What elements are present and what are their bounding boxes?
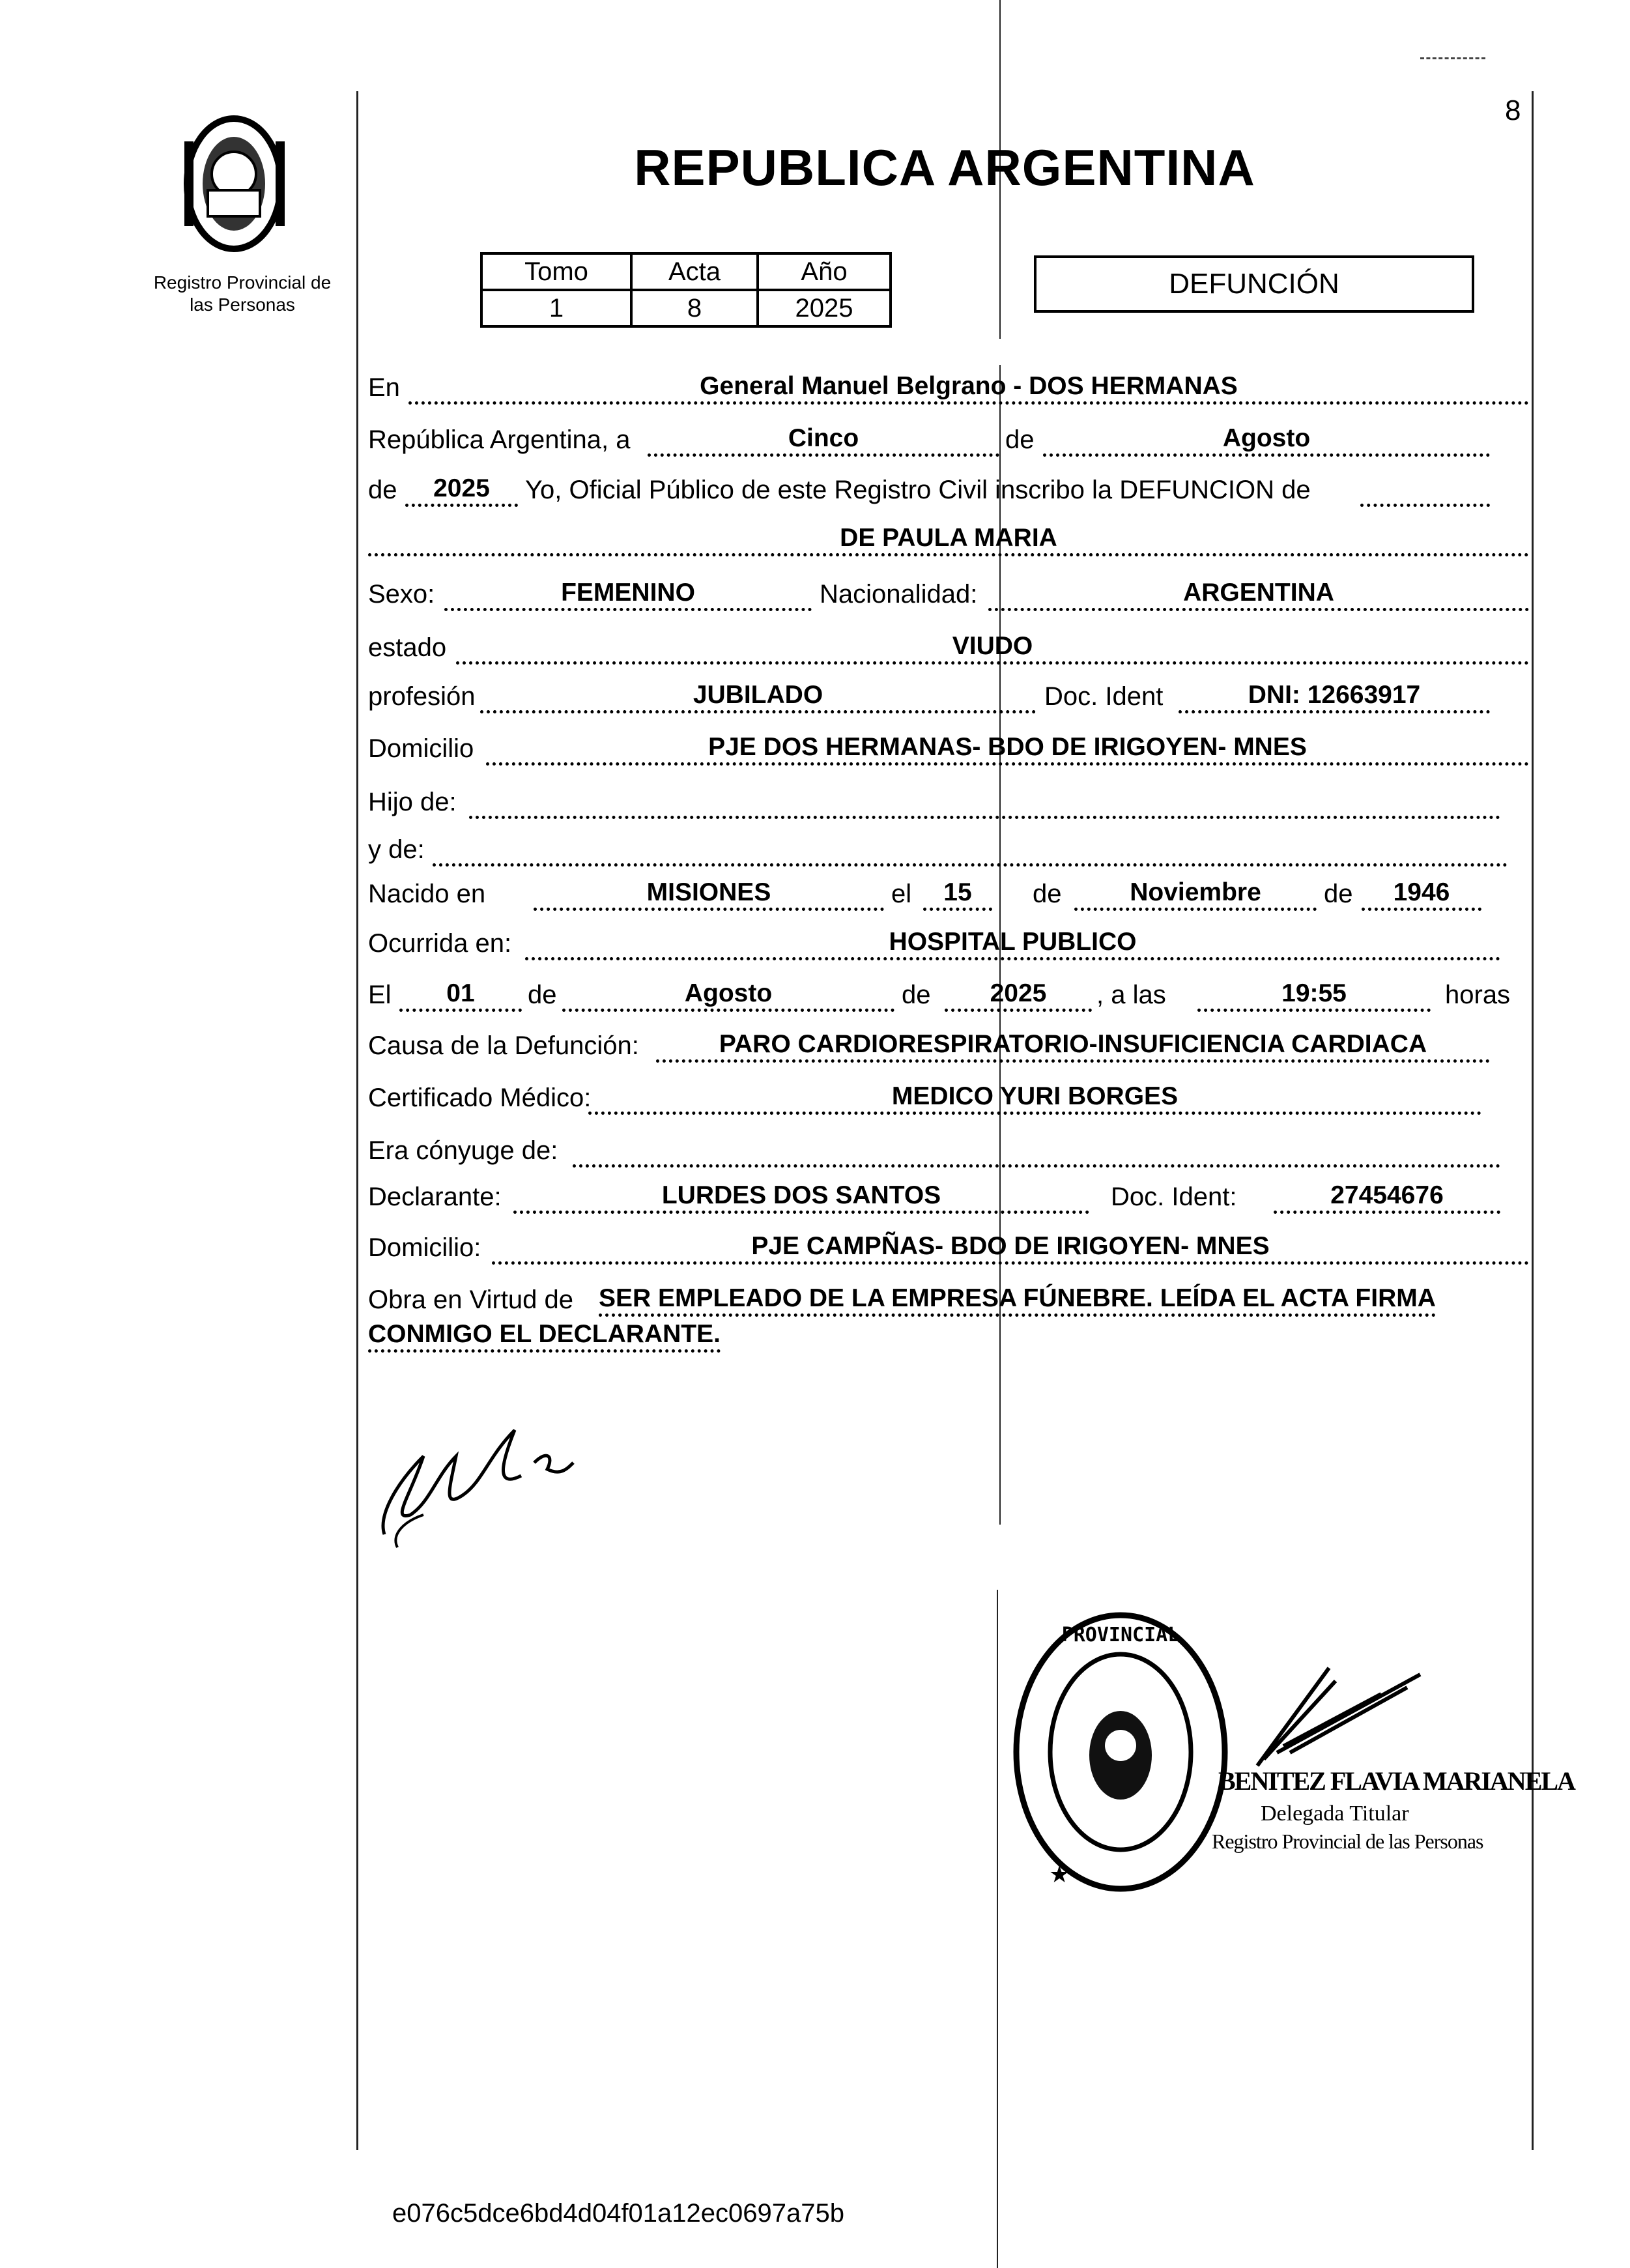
death-year-field: 2025 [945, 979, 1092, 1012]
row-name [0, 523, 1630, 556]
de-label: de [368, 476, 397, 504]
row-yde [0, 833, 1630, 866]
el-label: el [891, 880, 912, 908]
profesion-field: JUBILADO [480, 680, 1036, 713]
value-acta: 8 [631, 290, 758, 326]
alas-label: , a las [1096, 981, 1166, 1009]
row-ocurrida [0, 927, 1630, 960]
page-number: 8 [1505, 94, 1521, 126]
row-domicilio [0, 732, 1630, 765]
ocurrida-label: Ocurrida en: [368, 929, 512, 958]
sexo-label: Sexo: [368, 580, 435, 609]
death-time-field: 19:55 [1197, 979, 1431, 1012]
conyuge-label: Era cónyuge de: [368, 1136, 558, 1165]
header-tomo: Tomo [481, 253, 631, 290]
page-title: REPUBLICA ARGENTINA [634, 139, 1255, 196]
nacido-label: Nacido en [368, 880, 486, 908]
year-field: 2025 [405, 474, 518, 507]
row-causa [0, 1029, 1630, 1062]
registry-name-line1: Registro Provincial de [153, 272, 332, 293]
de-label: de [528, 981, 557, 1009]
row-year [0, 474, 1630, 506]
obra-label: Obra en Virtud de [368, 1285, 574, 1314]
nacionalidad-field: ARGENTINA [988, 578, 1529, 611]
de-label: de [1005, 425, 1035, 454]
domicilio-field: PJE DOS HERMANAS- BDO DE IRIGOYEN- MNES [486, 732, 1529, 766]
record-table [480, 252, 892, 328]
de-label: de [1324, 880, 1353, 908]
delegate-signature [1251, 1655, 1433, 1775]
delegate-office: Registro Provincial de las Personas [1212, 1830, 1483, 1853]
horas-label: horas [1445, 981, 1511, 1009]
El-label: El [368, 981, 392, 1009]
row-estado [0, 631, 1630, 664]
de-label: de [1033, 880, 1062, 908]
domicilio2-label: Domicilio: [368, 1233, 481, 1262]
top-right-dashes [1420, 57, 1485, 59]
svg-text:PROVINCIAL: PROVINCIAL [1061, 1624, 1180, 1646]
center-fold-line-3 [997, 1590, 998, 2268]
doc-ident-field: DNI: 12663917 [1179, 680, 1490, 713]
document-hash: e076c5dce6bd4d04f01a12ec0697a75b [392, 2199, 845, 2228]
value-ano: 2025 [758, 290, 891, 326]
domicilio-label: Domicilio [368, 734, 474, 763]
nacido-field: MISIONES [534, 878, 884, 911]
declarante-field: LURDES DOS SANTOS [513, 1181, 1089, 1214]
obra-line1: SER EMPLEADO DE LA EMPRESA FÚNEBRE. LEÍDA EL ACTA FIRMA [599, 1284, 1436, 1317]
nacionalidad-label: Nacionalidad: [820, 580, 978, 609]
header-acta: Acta [631, 253, 758, 290]
official-stamp [1010, 1609, 1231, 1895]
hijo-field [469, 786, 1500, 819]
row-certificado [0, 1082, 1630, 1114]
row-obra2 [0, 1319, 1630, 1352]
place-field: General Manuel Belgrano - DOS HERMANAS [408, 371, 1529, 405]
row-date [0, 423, 1630, 456]
sexo-field: FEMENINO [444, 578, 812, 611]
row-hijo [0, 786, 1630, 818]
yde-label: y de: [368, 835, 425, 864]
en-label: En [368, 373, 400, 402]
row-conyuge [0, 1134, 1630, 1167]
province-logo [158, 115, 310, 252]
estado-field: VIUDO [456, 631, 1529, 665]
de-label: de [902, 981, 931, 1009]
causa-field: PARO CARDIORESPIRATORIO-INSUFICIENCIA CARDIACA [656, 1029, 1490, 1063]
certificado-label: Certificado Médico: [368, 1084, 592, 1112]
profesion-label: profesión [368, 682, 476, 711]
certificado-field: MEDICO YURI BORGES [588, 1082, 1481, 1115]
declarante-domicilio-field: PJE CAMPÑAS- BDO DE IRIGOYEN- MNES [492, 1231, 1529, 1265]
delegate-role: Delegada Titular [1261, 1801, 1409, 1826]
svg-text:★: ★ [1049, 1861, 1070, 1888]
declarante-doc-field: 27454676 [1274, 1181, 1500, 1214]
value-tomo: 1 [481, 290, 631, 326]
death-month-field: Agosto [562, 979, 894, 1012]
causa-label: Causa de la Defunción: [368, 1031, 639, 1060]
month-field: Agosto [1043, 423, 1490, 457]
inscribo-text: Yo, Oficial Público de este Registro Civil inscribo la DEFUNCION de [525, 476, 1311, 504]
registry-name-line2: las Personas [190, 294, 295, 315]
delegate-name: BENITEZ FLAVIA MARIANELA [1218, 1766, 1575, 1796]
hijo-label: Hijo de: [368, 788, 457, 816]
row-death-date [0, 979, 1630, 1011]
yde-field [433, 833, 1508, 867]
header-ano: Año [758, 253, 891, 290]
conyuge-field [573, 1134, 1500, 1168]
officer-signature [352, 1417, 580, 1557]
death-day-field: 01 [399, 979, 522, 1012]
ocurrida-field: HOSPITAL PUBLICO [525, 927, 1500, 960]
estado-label: estado [368, 633, 447, 662]
obra-line2: CONMIGO EL DECLARANTE. [368, 1319, 721, 1353]
doc-ident-label: Doc. Ident [1044, 682, 1164, 711]
doc-ident2-label: Doc. Ident: [1111, 1183, 1237, 1211]
declarante-label: Declarante: [368, 1183, 502, 1211]
republica-label: República Argentina, a [368, 425, 631, 454]
row-obra [0, 1284, 1630, 1316]
row-profesion [0, 680, 1630, 713]
row-declarante [0, 1181, 1630, 1213]
blank-field [1360, 474, 1490, 507]
row-domicilio2 [0, 1231, 1630, 1264]
row-nacido [0, 878, 1630, 910]
birth-day-field: 15 [923, 878, 992, 911]
deceased-name-field: DE PAULA MARIA [368, 523, 1529, 556]
row-sex [0, 578, 1630, 610]
birth-year-field: 1946 [1362, 878, 1481, 911]
day-field: Cinco [648, 423, 999, 457]
birth-month-field: Noviembre [1074, 878, 1317, 911]
record-type-box: DEFUNCIÓN [1034, 255, 1474, 313]
row-place [0, 371, 1630, 404]
